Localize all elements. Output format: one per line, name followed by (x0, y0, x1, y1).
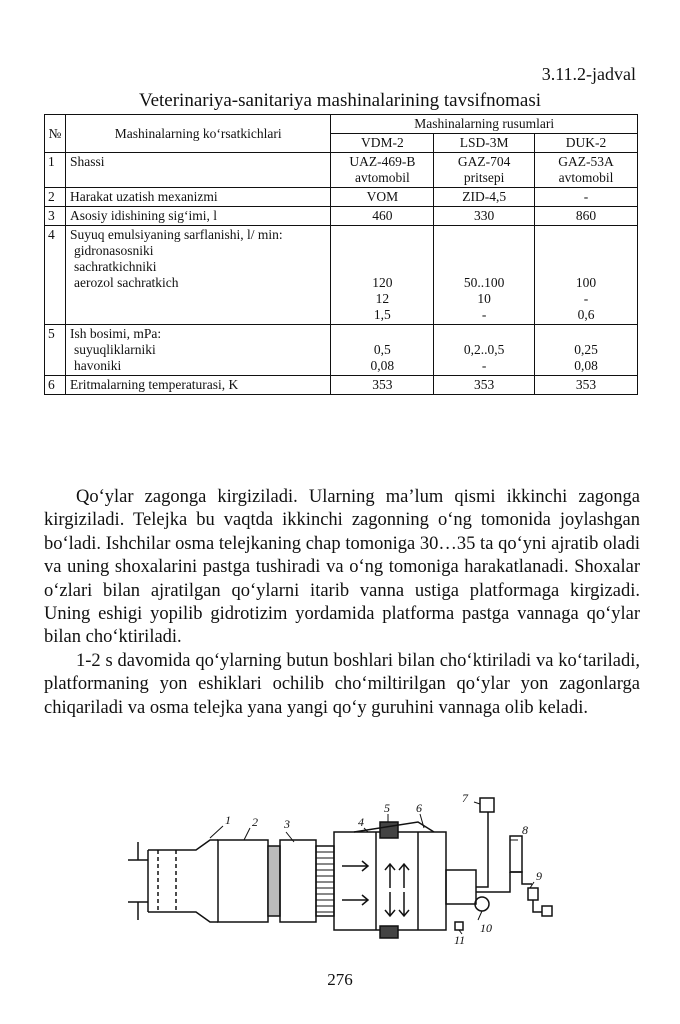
paragraph: Qo‘ylar zagonga kirgiziladi. Ularning ma’lum qismi ikkinchi zagonga kirgiziladi. Telejka bu vaqtda ikkinchi zagonning o‘ng tomonida joylashgan bo‘ladi. Ishchilar osma telejkaning chap tomoniga 30…35 ta qo‘yni ajratib oladi va uning shoxalarini pastga tushiradi va o‘ng tomoniga harakatlanadi. Shoxalar o‘zlari bilan ajratilgan qo‘ylarni itarib vanna ustiga platformaga kirgizadi. Uning eshigi yopilib gidrotizim yordamida platforma pastga vannaga qo‘ylar bilan cho‘ktiriladi. (44, 487, 640, 648)
paragraph: 1-2 s davomida qo‘ylarning butun boshlari bilan cho‘ktiriladi va ko‘tariladi, platformaning yon eshiklari ochilib cho‘miltirilgan qo‘ylar yon zagonlarga chiqariladi va osma telejka yana yangi qo‘y guruhini vannaga olib keladi. (44, 650, 640, 718)
callout-label: 2 (252, 815, 258, 829)
header-indicator: Mashinalarning ko‘rsatkichlari (65, 115, 330, 153)
row-label: Suyuq emulsiyaning sarflanishi, l/ min: gidronasosniki sachratkichniki aerozol sachratkich (65, 226, 330, 325)
table-cell: 50..100 10 - (434, 226, 535, 325)
row-label: Shassi (65, 153, 330, 188)
table-row (45, 325, 638, 376)
row-label: Eritmalarning temperaturasi, K (65, 376, 330, 395)
callout-label: 3 (284, 817, 290, 831)
row-number: 2 (45, 188, 66, 207)
sub-label: suyuqliklarniki (73, 342, 156, 357)
pen-section (280, 840, 316, 922)
hatched-block (380, 926, 398, 938)
table-cell: 860 (535, 207, 638, 226)
row-number: 5 (45, 325, 66, 376)
row-number: 1 (45, 153, 66, 188)
sub-label: aerozol sachratkich (73, 275, 179, 290)
body-text (44, 486, 640, 720)
table-cell: GAZ-704 pritsepi (434, 153, 535, 188)
arrow-icon (385, 892, 409, 916)
callout-label: 6 (416, 801, 422, 815)
sub-label: sachratkichniki (73, 259, 157, 274)
table-row (45, 207, 638, 226)
sub-label: havoniki (73, 358, 122, 373)
callout-label: 9 (536, 869, 542, 883)
callout-label: 1 (225, 813, 231, 827)
pump (475, 897, 489, 911)
spec-table (44, 114, 638, 395)
callout-label: 7 (462, 792, 468, 805)
row-label: Harakat uzatish mexanizmi (65, 188, 330, 207)
table-title: Veterinariya-sanitariya mashinalarining tavsifnomasi (138, 90, 542, 111)
page-number: 276 (327, 970, 353, 989)
valve-small (542, 906, 552, 916)
row-label: Asosiy idishining sig‘imi, l (65, 207, 330, 226)
table-cell: VOM (331, 188, 434, 207)
row-number: 6 (45, 376, 66, 395)
valve (455, 922, 463, 930)
row-label: Ish bosimi, mPa: suyuqliklarniki havoniki (65, 325, 330, 376)
row-number: 3 (45, 207, 66, 226)
table-cell: 353 (331, 376, 434, 395)
table-cell: 100 - 0,6 (535, 226, 638, 325)
table-cell: 0,5 0,08 (331, 325, 434, 376)
callout-label: 10 (480, 921, 492, 935)
table-cell: 0,2..0,5 - (434, 325, 535, 376)
callout-label: 11 (454, 933, 466, 947)
header-model: VDM-2 (331, 134, 434, 153)
arrow-icon (385, 864, 409, 888)
gate-line (158, 850, 176, 912)
tank-small (480, 798, 494, 812)
leader-line (210, 802, 534, 934)
hatched-block (380, 822, 398, 838)
header-models-group: Mashinalarning rusumlari (331, 115, 638, 134)
callout-label: 8 (522, 823, 528, 837)
pen-line (128, 860, 148, 902)
table-row (45, 188, 638, 207)
table-cell: UAZ-469-B avtomobil (331, 153, 434, 188)
header-no: № (45, 115, 66, 153)
platform (446, 870, 476, 904)
table-cell: 353 (535, 376, 638, 395)
table-cell: 0,25 0,08 (535, 325, 638, 376)
table-cell: 120 12 1,5 (331, 226, 434, 325)
pipe (476, 812, 510, 892)
table-row (45, 226, 638, 325)
callout-label: 5 (384, 801, 390, 815)
table-label: 3.11.2-jadval (541, 64, 636, 84)
vat-partition (376, 832, 418, 930)
pipe (510, 872, 532, 884)
table-cell: GAZ-53A avtomobil (535, 153, 638, 188)
table-cell: - (535, 188, 638, 207)
table-row (45, 153, 638, 188)
header-model: LSD-3M (434, 134, 535, 153)
dipping-vat-diagram (118, 792, 558, 957)
pipe (533, 900, 542, 912)
table-cell: 460 (331, 207, 434, 226)
row-number: 4 (45, 226, 66, 325)
table-cell: ZID-4,5 (434, 188, 535, 207)
hatched-gate (268, 846, 280, 916)
arrow-icon (342, 861, 368, 905)
pen-section (218, 840, 268, 922)
filter (510, 836, 522, 872)
table-cell: 330 (434, 207, 535, 226)
sub-label: gidronasosniki (73, 243, 154, 258)
callout-label: 4 (358, 815, 364, 829)
table-row (45, 376, 638, 395)
table-cell: 353 (434, 376, 535, 395)
heater (528, 888, 538, 900)
header-model: DUK-2 (535, 134, 638, 153)
